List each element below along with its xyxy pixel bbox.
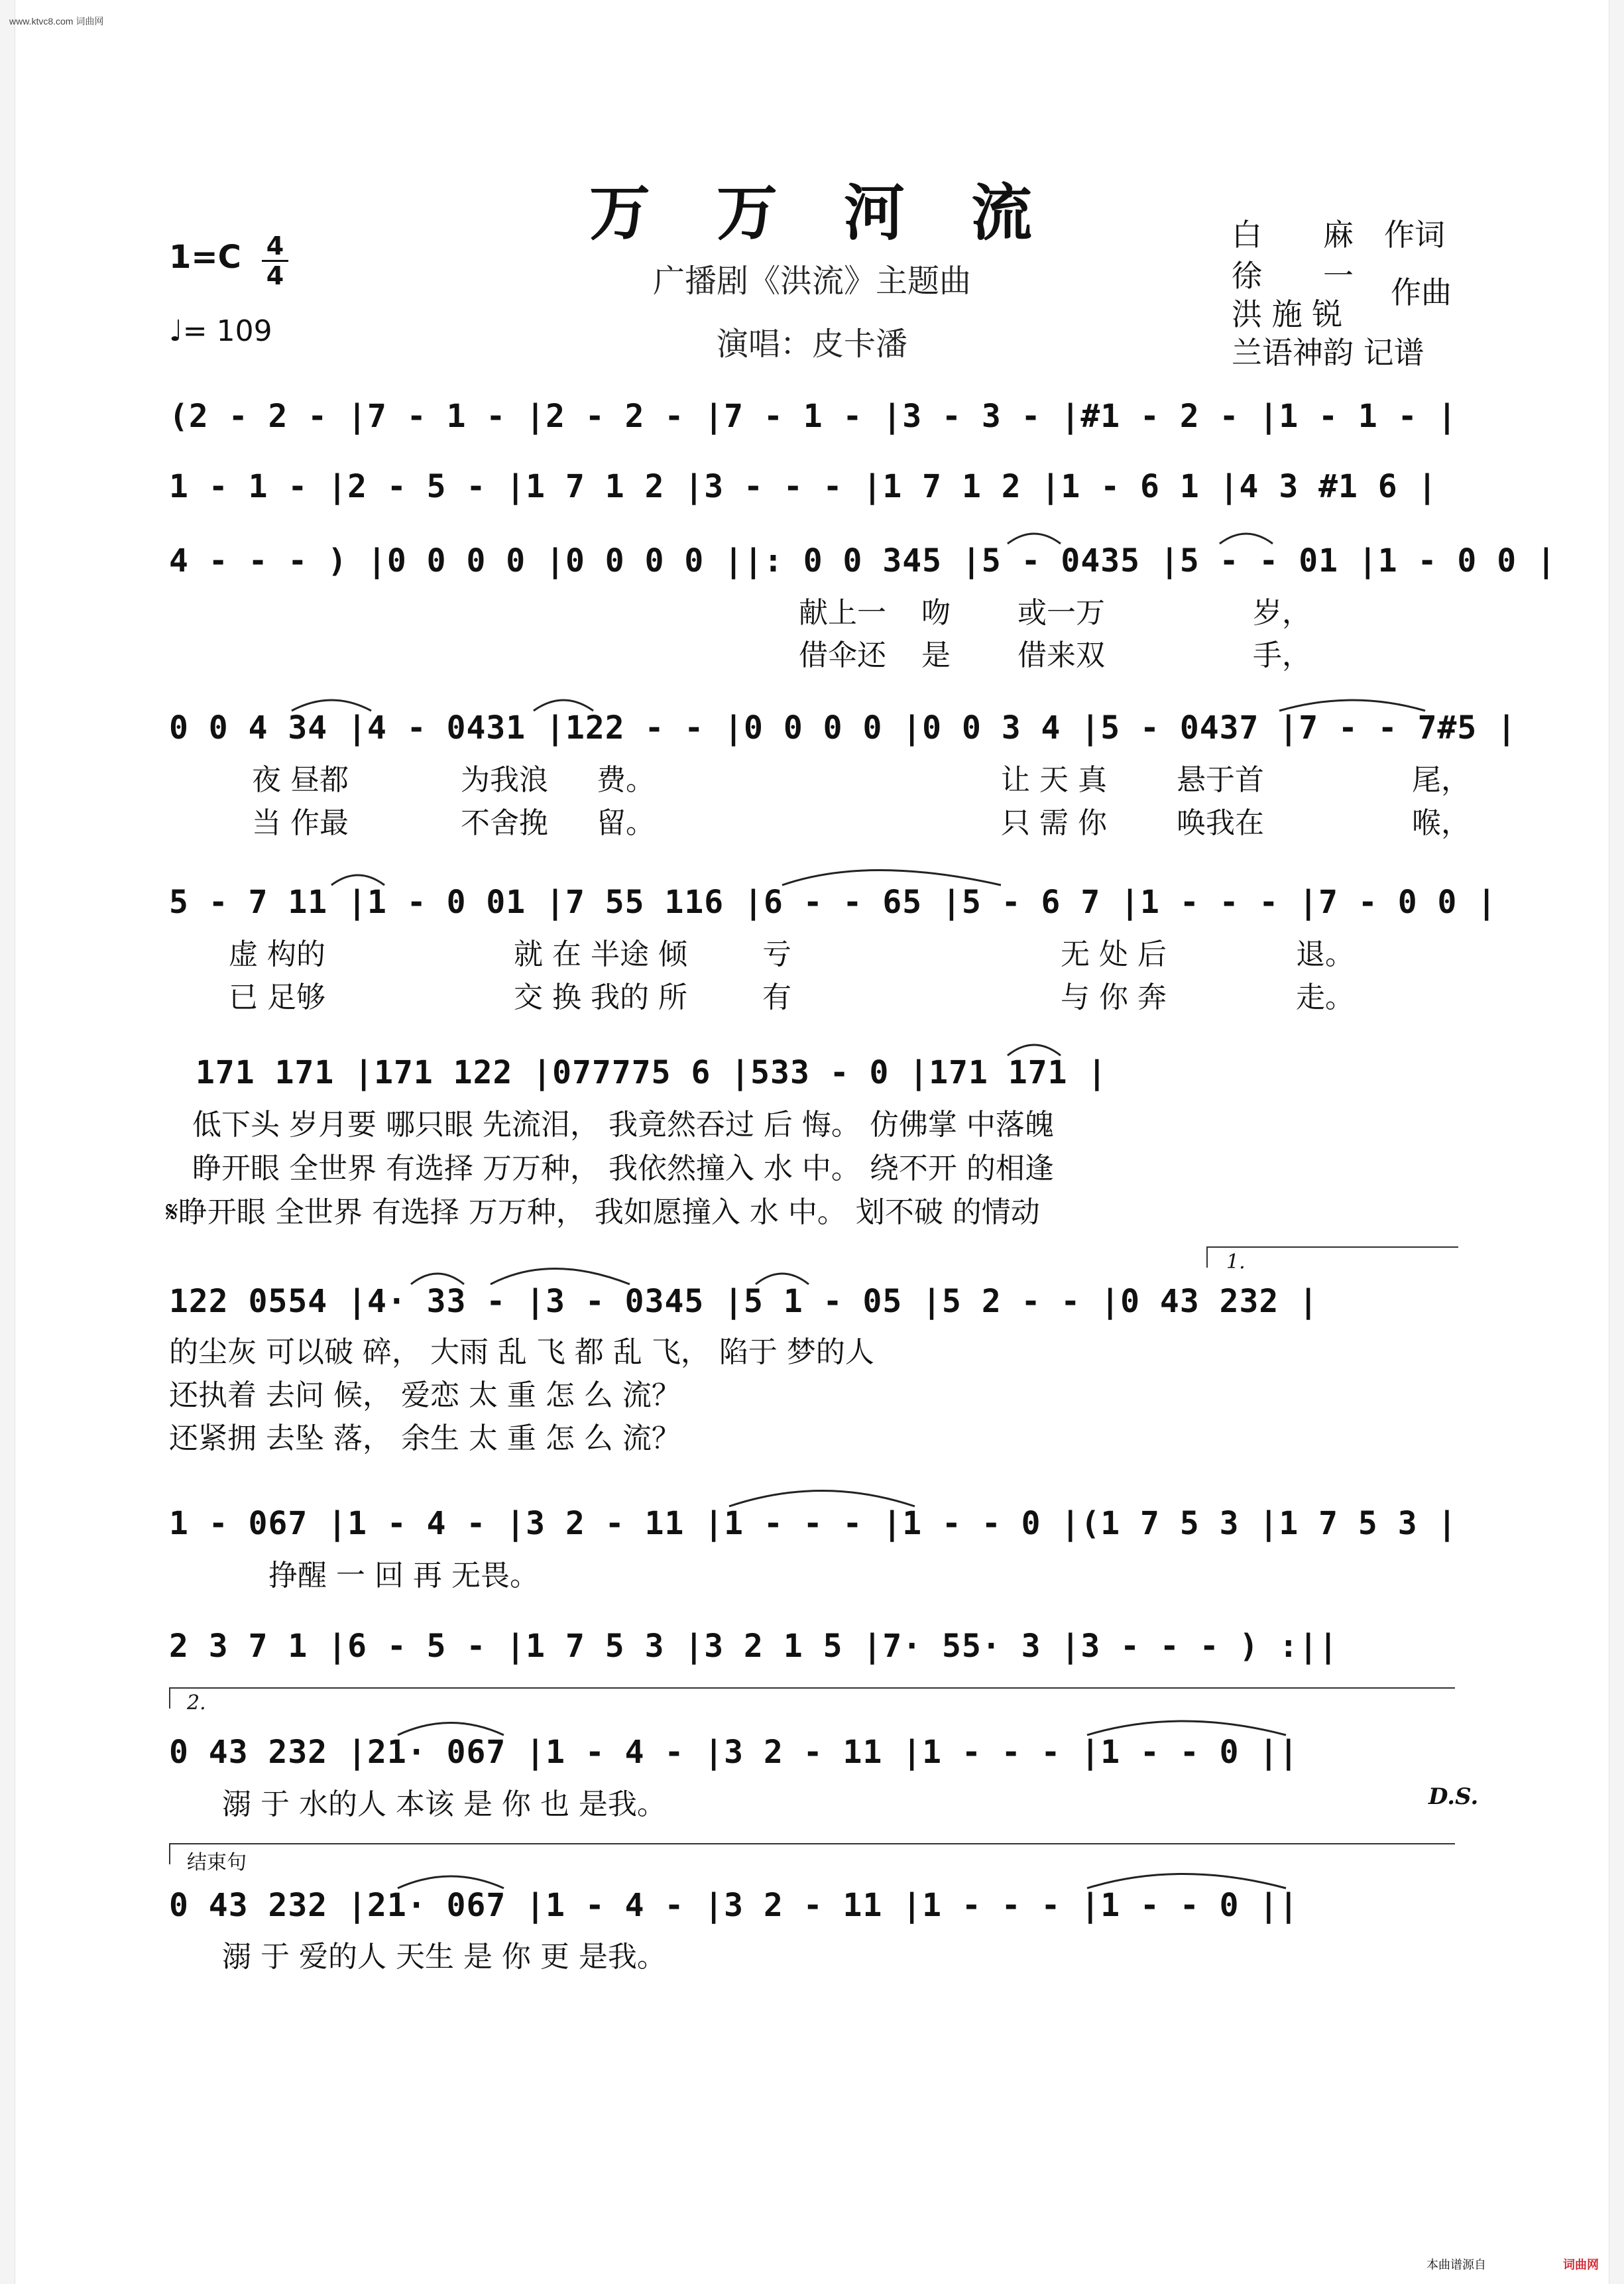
notation-line-9: 2 3 7 1 |6 - 5 - |1 7 5 3 |3 2 1 5 |7· 55· 3 |3 - - - ) :|| <box>169 1628 1339 1665</box>
song-title: 万 万 河 流 <box>589 177 1055 249</box>
lyric-4b-3: 留。 <box>597 806 655 840</box>
slur-arc <box>1279 700 1425 711</box>
notation-line-2: 1 - 1 - |2 - 5 - |1 7 1 2 |3 - - - |1 7 1 2 |1 - 6 1 |4 3 #1 6 | <box>169 468 1438 505</box>
slur-arc <box>729 1491 915 1507</box>
lyric-5a-4: 无 处 后 <box>1061 937 1167 971</box>
credit-transcriber: 兰语神韵 记谱 <box>1232 335 1424 371</box>
lyric-6a: 低下头 岁月要 哪只眼 先流泪， 我竟然吞过 后 悔。 仿佛掌 中落魄 <box>192 1108 1054 1142</box>
lyric-10: 溺 于 水的人 本该 是 你 也 是我。 <box>222 1787 666 1821</box>
notation-line-4: 0 0 4 34 |4 - 0431 |122 - - |0 0 0 0 |0 0 3 4 |5 - 0437 |7 - - 7#5 | <box>169 709 1517 747</box>
slur-arc <box>331 875 384 885</box>
lyric-3b-3: 借来双 <box>1017 638 1105 672</box>
credit-composer-label: 作曲 <box>1391 274 1452 310</box>
time-sig-bottom: 4 <box>266 261 284 290</box>
slur-arc <box>398 1876 504 1888</box>
lyric-5b-1: 已 足够 <box>229 981 325 1014</box>
lyric-4a-5: 悬于首 <box>1177 763 1264 797</box>
lyric-4b-6: 喉， <box>1412 806 1470 840</box>
lyric-5b-2: 交 换 我的 所 <box>514 981 687 1014</box>
notation-line-3: 4 - - - ) |0 0 0 0 |0 0 0 0 ||: 0 0 345 |5 - 0435 |5 - - 01 |1 - 0 0 | <box>169 542 1556 579</box>
lyric-3a-4: 岁， <box>1253 596 1311 630</box>
footer-source-label: 本曲谱源自 <box>1426 2258 1486 2271</box>
lyric-3a-3: 或一万 <box>1017 596 1105 630</box>
key-signature: 1=C <box>169 239 241 276</box>
slur-arc <box>1008 1045 1061 1055</box>
lyric-4b-2: 不舍挽 <box>461 806 548 840</box>
time-sig-top: 4 <box>266 231 284 261</box>
lyric-4a-6: 尾， <box>1412 763 1470 797</box>
lyric-3b-1: 借伞还 <box>799 638 886 672</box>
lyric-6b: 睁开眼 全世界 有选择 万万种， 我依然撞入 水 中。 绕不开 的相逢 <box>192 1152 1054 1185</box>
lyric-4a-4: 让 天 真 <box>1001 763 1107 797</box>
credit-lyricist: 白 麻 作词 <box>1232 217 1445 253</box>
lyric-5a-3: 亏 <box>762 937 791 971</box>
song-subtitle: 广播剧《洪流》主题曲 <box>652 263 971 300</box>
slur-arc <box>491 1269 630 1285</box>
notation-line-6: 171 171 |171 122 |077775 6 |533 - 0 |171 171 | <box>196 1054 1108 1091</box>
lyric-5b-3: 有 <box>762 981 791 1014</box>
lyric-7a: 的尘灰 可以破 碎， 大雨 乱 飞 都 乱 飞， 陷于 梦的人 <box>169 1335 874 1369</box>
lyric-3b-4: 手， <box>1253 638 1311 672</box>
lyric-6c: 𝄋睁开眼 全世界 有选择 万万种， 我如愿撞入 水 中。 划不破 的情动 <box>166 1195 1040 1229</box>
lyric-4b-4: 只 需 你 <box>1001 806 1107 840</box>
credit-composer-2: 洪 施 锐 <box>1232 296 1343 332</box>
notation-line-8: 1 - 067 |1 - 4 - |3 2 - 11 |1 - - - |1 - - 0 |(1 7 5 3 |1 7 5 3 | <box>169 1505 1458 1542</box>
lyric-5b-5: 走。 <box>1296 981 1354 1014</box>
lyric-4b-5: 唤我在 <box>1177 806 1264 840</box>
lyric-4b-1: 当 作最 <box>252 806 349 840</box>
tempo-marking: ♩= 109 <box>169 314 272 348</box>
slur-arc <box>1220 534 1273 544</box>
lyric-7b: 还执着 去问 候， 爱恋 太 重 怎 么 流？ <box>169 1378 681 1412</box>
lyric-3a-2: 吻 <box>921 596 951 630</box>
site-watermark: www.ktvc8.com 词曲网 <box>9 16 104 27</box>
slur-arc <box>411 1274 464 1284</box>
notation-line-7: 122 0554 |4· 33 - |3 - 0345 |5 1 - 05 |5 2 - - |0 43 232 | <box>169 1283 1319 1320</box>
slur-arc <box>782 871 1001 886</box>
ds-marking: D.S. <box>1428 1783 1479 1810</box>
credit-composer-1: 徐 一 <box>1232 258 1354 294</box>
lyric-5a-1: 虚 构的 <box>229 937 325 971</box>
slur-arc <box>292 700 371 711</box>
lyric-4a-2: 为我浪 <box>461 763 548 797</box>
slur-arc <box>756 1274 809 1284</box>
slur-arc <box>1087 1721 1286 1735</box>
notation-line-11: 0 43 232 |21· 067 |1 - 4 - |3 2 - 11 |1 - - - |1 - - 0 || <box>169 1887 1299 1924</box>
lyric-7c: 还紧拥 去坠 落， 余生 太 重 怎 么 流？ <box>169 1421 681 1455</box>
lyric-5a-5: 退。 <box>1296 937 1354 971</box>
slur-arc <box>1087 1874 1286 1889</box>
notation-line-5: 5 - 7 11 |1 - 0 01 |7 55 116 |6 - - 65 |5 - 6 7 |1 - - - |7 - 0 0 | <box>169 884 1497 921</box>
lyric-5b-4: 与 你 奔 <box>1061 981 1167 1014</box>
lyric-4a-1: 夜 昼都 <box>252 763 349 797</box>
lyric-3a-1: 献上一 <box>799 596 886 630</box>
volta-2-number: 2. <box>187 1691 206 1714</box>
lyric-5a-2: 就 在 半途 倾 <box>514 937 687 971</box>
lyric-3b-2: 是 <box>921 638 951 672</box>
lyric-11: 溺 于 爱的人 天生 是 你 更 是我。 <box>222 1940 666 1974</box>
slur-arc <box>398 1723 504 1736</box>
singer: 演唱：皮卡潘 <box>716 326 907 363</box>
notation-line-1: (2 - 2 - |7 - 1 - |2 - 2 - |7 - 1 - |3 - 3 - |#1 - 2 - |1 - 1 - | <box>169 398 1458 435</box>
ending-label: 结束句 <box>187 1851 247 1874</box>
lyric-8: 挣醒 一 回 再 无畏。 <box>268 1559 539 1593</box>
slur-arc <box>1008 534 1061 544</box>
lyric-4a-3: 费。 <box>597 763 655 797</box>
notation-line-10: 0 43 232 |21· 067 |1 - 4 - |3 2 - 11 |1 - - - |1 - - 0 || <box>169 1734 1299 1771</box>
volta-1-number: 1. <box>1226 1250 1246 1274</box>
slur-arc <box>534 700 593 711</box>
footer-site-logo: 词曲网 <box>1563 2258 1599 2271</box>
